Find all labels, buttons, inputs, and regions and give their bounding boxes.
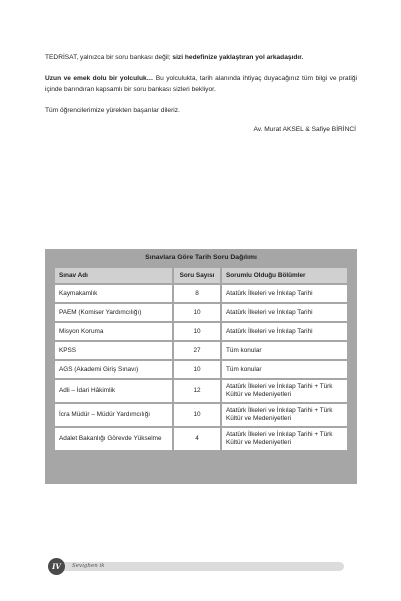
cell-subjects: Atatürk İlkeleri ve İnkılap Tarihi xyxy=(222,285,347,302)
header-exam-name: Sınav Adı xyxy=(55,268,172,283)
intro-paragraph-2-body: Bu yolculukta, tarih alanında ihtiyaç duyacağınız tüm bilgi ve pratiği içinde barındıran kapsamlı bir soru bankası sizleri bekliyor. xyxy=(45,75,357,93)
table-row xyxy=(55,428,347,450)
cell-exam-name: KPSS xyxy=(55,342,172,359)
table-row xyxy=(55,285,347,302)
intro-paragraph-3: Tüm öğrencilerimize yürekten başarılar dileriz. xyxy=(45,107,180,114)
cell-subjects: Atatürk İlkeleri ve İnkılap Tarihi xyxy=(222,304,347,321)
cell-exam-name: Kaymakamlık xyxy=(55,285,172,302)
table-header-row xyxy=(55,268,347,283)
footer-script-text: Sevi̇ghen ik xyxy=(72,563,105,569)
cell-question-count: 8 xyxy=(174,285,220,302)
intro-paragraph-2-emphasis: Uzun ve emek dolu bir yolculuk… xyxy=(45,75,154,82)
table-row xyxy=(55,361,347,378)
cell-subjects: Atatürk İlkeleri ve İnkılap Tarihi + Türk Kültür ve Medeniyetleri xyxy=(222,404,347,426)
table-title: Sınavlara Göre Tarih Soru Dağılımı xyxy=(145,254,257,261)
page-number-badge: IV xyxy=(48,558,65,575)
table-row xyxy=(55,323,347,340)
cell-exam-name: Adalet Bakanlığı Görevde Yükselme xyxy=(55,428,172,450)
exam-distribution-table xyxy=(53,266,349,452)
table-row xyxy=(55,304,347,321)
intro-paragraph-1-lead: TEDRİSAT, yalnızca bir soru bankası değil; xyxy=(45,54,173,61)
cell-question-count: 27 xyxy=(174,342,220,359)
exam-distribution-panel xyxy=(45,249,357,484)
cell-exam-name: Misyon Koruma xyxy=(55,323,172,340)
cell-exam-name: İcra Müdür – Müdür Yardımcılığı xyxy=(55,404,172,426)
author-signature: Av. Murat AKSEL & Safiye BİRİNCİ xyxy=(253,126,356,133)
table-row xyxy=(55,342,347,359)
cell-question-count: 4 xyxy=(174,428,220,450)
header-subjects: Sorumlu Olduğu Bölümler xyxy=(222,268,347,283)
cell-question-count: 10 xyxy=(174,404,220,426)
cell-exam-name: AGS (Akademi Giriş Sınavı) xyxy=(55,361,172,378)
table-row xyxy=(55,380,347,402)
cell-question-count: 10 xyxy=(174,323,220,340)
intro-paragraph-2 xyxy=(45,74,357,95)
header-question-count: Soru Sayısı xyxy=(174,268,220,283)
intro-paragraph-1-emphasis: sizi hedefinize yaklaştıran yol arkadaşıdır. xyxy=(172,54,304,61)
cell-question-count: 12 xyxy=(174,380,220,402)
cell-subjects: Atatürk İlkeleri ve İnkılap Tarihi xyxy=(222,323,347,340)
table-row xyxy=(55,404,347,426)
cell-question-count: 10 xyxy=(174,361,220,378)
cell-question-count: 10 xyxy=(174,304,220,321)
cell-exam-name: Adli – İdari Hâkimlik xyxy=(55,380,172,402)
cell-subjects: Tüm konular xyxy=(222,342,347,359)
cell-subjects: Atatürk İlkeleri ve İnkılap Tarihi + Türk Kültür ve Medeniyetleri xyxy=(222,428,347,450)
intro-paragraph-1 xyxy=(45,53,357,64)
cell-subjects: Tüm konular xyxy=(222,361,347,378)
cell-subjects: Atatürk İlkeleri ve İnkılap Tarihi + Türk Kültür ve Medeniyetleri xyxy=(222,380,347,402)
cell-exam-name: PAEM (Komiser Yardımcılığı) xyxy=(55,304,172,321)
